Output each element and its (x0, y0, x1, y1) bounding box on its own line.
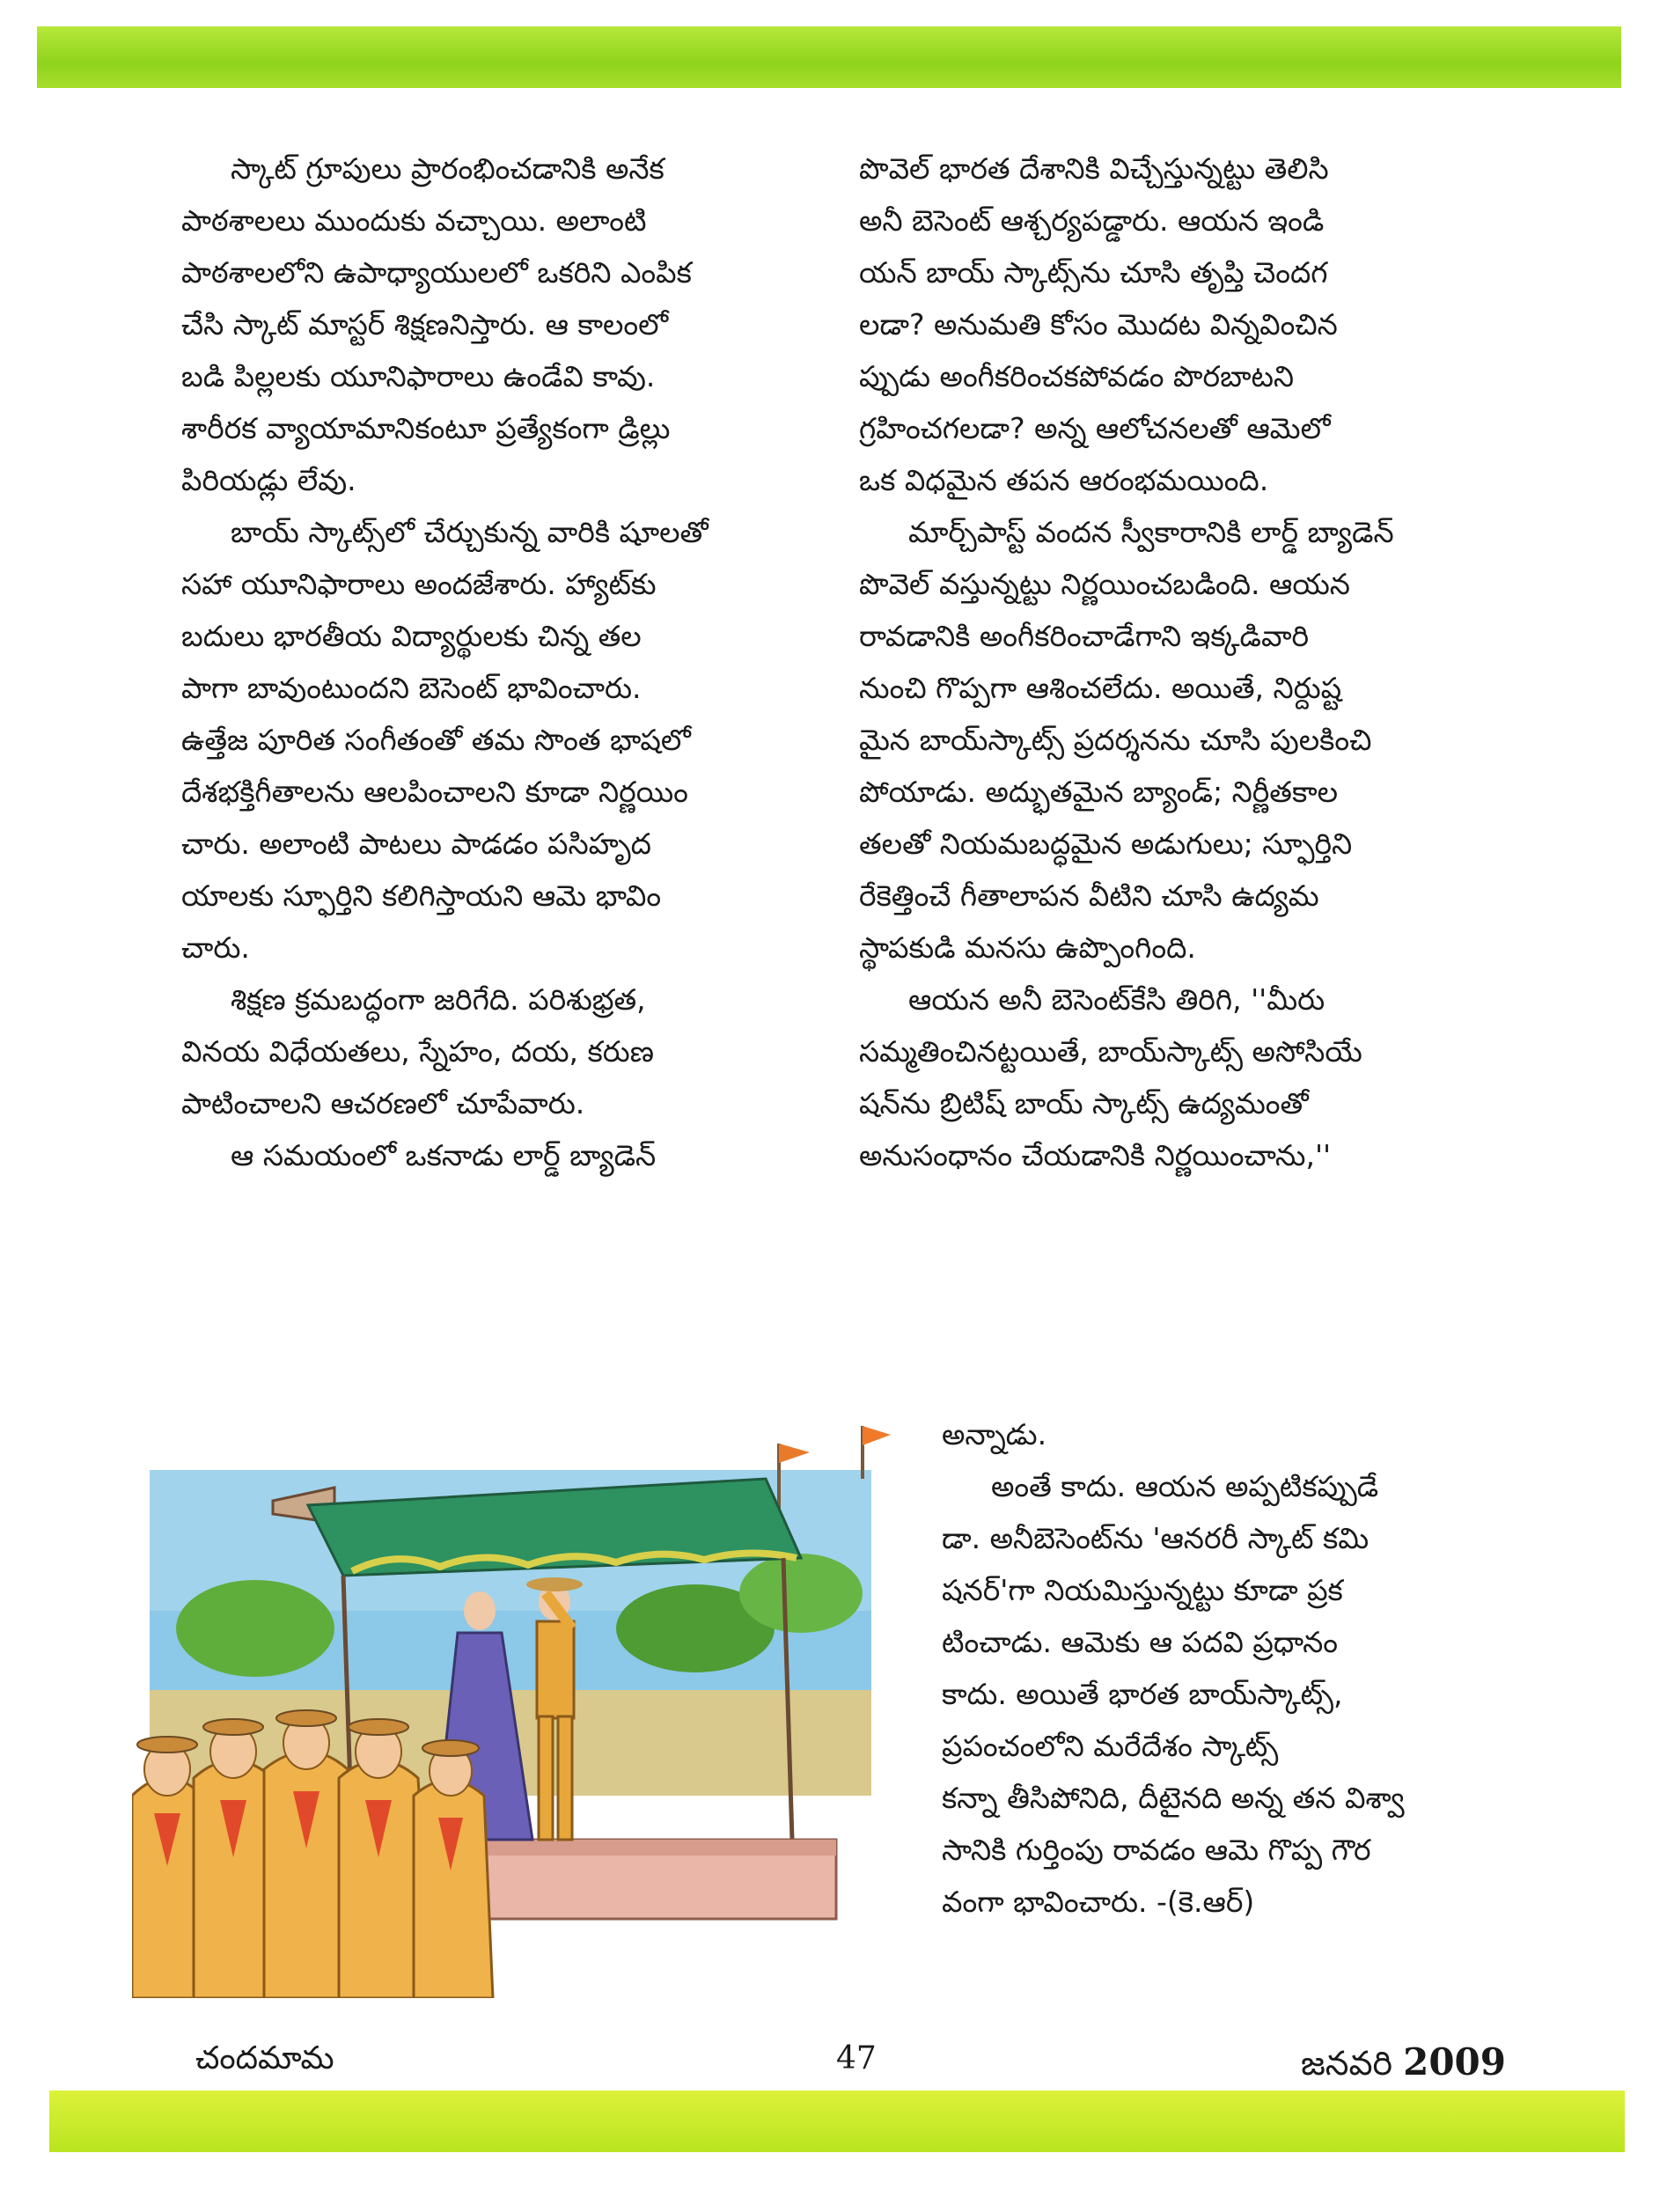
text-line: వంగా భావించారు. -(కె.ఆర్) (942, 1885, 1255, 1919)
text-line: స్కాట్ గ్రూపులు ప్రారంభించడానికి అనేక (231, 151, 665, 186)
right-lower-text-column (942, 1408, 1514, 1928)
issue-month: జనవరి (1301, 2044, 1393, 2083)
text-line: పొవెల్ భారత దేశానికి విచ్చేస్తున్నట్టు తెలిసి (859, 151, 1329, 186)
right-text-column (859, 143, 1510, 1181)
text-line: పాఠశాలలు ముందుకు వచ్చాయి. అలాంటి (181, 203, 647, 238)
text-line: టించాడు. ఆమెకు ఆ పదవి ప్రధానం (942, 1625, 1338, 1659)
text-line: గ్రహించగలడా? అన్న ఆలోచనలతో ఆమెలో (859, 411, 1331, 445)
text-line: అనీ బెసెంట్ ఆశ్చర్యపడ్డారు. ఆయన ఇండి (859, 203, 1325, 238)
scouts-parade-illustration (132, 1426, 924, 1998)
text-line: ప్పుడు అంగీకరించకపోవడం పొరబాటని (859, 359, 1295, 393)
text-line: పాఠశాలలోని ఉపాధ్యాయులలో ఒకరిని ఎంపిక (181, 255, 692, 290)
text-line: పోయాడు. అద్భుతమైన బ్యాండ్; నిర్ణీతకాల (859, 775, 1338, 809)
text-line: చారు. (181, 930, 250, 965)
text-line: ప్రపంచంలోని మరేదేశం స్కాట్స్ (942, 1729, 1279, 1763)
text-line: పాగా బావుంటుందని బెసెంట్ భావించారు. (181, 671, 642, 705)
text-line: శిక్షణ క్రమబద్ధంగా జరిగేది. పరిశుభ్రత, (231, 982, 646, 1017)
text-line: కన్నా తీసిపోనిది, దీటైనది అన్న తన విశ్వా (942, 1781, 1405, 1815)
text-line: చేసి స్కాట్ మాస్టర్ శిక్షణనిస్తారు. ఆ కాలంలో (181, 307, 669, 342)
text-line: వినయ విధేయతలు, స్నేహం, దయ, కరుణ (181, 1034, 654, 1069)
text-line: చారు. అలాంటి పాటలు పాడడం పసిహృద (181, 827, 651, 861)
text-line: ఆ సమయంలో ఒకనాడు లార్డ్ బ్యాడెన్ (231, 1138, 657, 1172)
text-line: స్థాపకుడి మనసు ఉప్పొంగింది. (859, 930, 1196, 965)
text-line: ఆయన అనీ బెసెంట్‌కేసి తిరిగి, ''మీరు (908, 982, 1326, 1017)
page-number: 47 (836, 2040, 877, 2076)
text-line: షనర్'గా నియమిస్తున్నట్టు కూడా ప్రక (942, 1573, 1343, 1607)
text-line: ఉత్తేజ పూరిత సంగీతంతో తమ సొంత భాషలో (181, 723, 691, 757)
issue-date (1301, 2040, 1506, 2091)
text-line: అన్నాడు. (942, 1417, 1047, 1451)
magazine-name: చందమామ (195, 2040, 334, 2076)
text-line: అనుసంధానం చేయడానికి నిర్ణయించాను,'' (859, 1138, 1332, 1172)
text-line: మైన బాయ్‌స్కాట్స్ ప్రదర్శనను చూసి పులకించి (859, 723, 1372, 757)
bottom-green-band (49, 2091, 1625, 2152)
text-line: రేకెత్తించే గీతాలాపన వీటిని చూసి ఉద్యమ (859, 878, 1319, 913)
text-line: దేశభక్తిగీతాలను ఆలపించాలని కూడా నిర్ణయిం (181, 775, 688, 809)
text-line: బదులు భారతీయ విద్యార్థులకు చిన్న తల (181, 619, 642, 653)
text-line: యాలకు స్ఫూర్తిని కలిగిస్తాయని ఆమె భావిం (181, 878, 662, 913)
text-line: మార్చ్‌పాస్ట్ వందన స్వీకారానికి లార్డ్ బ్యాడెన్ (908, 515, 1394, 549)
text-line: లడా? అనుమతి కోసం మొదట విన్నవించిన (859, 307, 1338, 342)
text-line: షన్‌ను బ్రిటిష్ బాయ్ స్కాట్స్ ఉద్యమంతో (859, 1086, 1309, 1121)
text-line: బాయ్ స్కాట్స్‌లో చేర్చుకున్న వారికి షూలతో (231, 515, 709, 549)
text-line: పిరియడ్లు లేవు. (181, 463, 356, 497)
text-line: సహా యూనిఫారాలు అందజేశారు. హ్యాట్‌కు (181, 567, 657, 601)
text-line: డా. అనీబెసెంట్‌ను 'ఆనరరీ స్కాట్ కమి (942, 1521, 1370, 1555)
text-line: బడి పిల్లలకు యూనిఫారాలు ఉండేవి కావు. (181, 359, 656, 393)
issue-year: 2009 (1403, 2040, 1507, 2083)
text-line: సమ్మతించినట్టయితే, బాయ్‌స్కాట్స్ అసోసియే (859, 1034, 1362, 1069)
text-line: తలతో నియమబద్ధమైన అడుగులు; స్ఫూర్తిని (859, 827, 1353, 861)
text-line: ఒక విధమైన తపన ఆరంభమయింది. (859, 463, 1269, 497)
text-line: కాదు. అయితే భారత బాయ్‌స్కాట్స్, (942, 1677, 1343, 1711)
text-line: రావడానికి అంగీకరించాడేగాని ఇక్కడివారి (859, 619, 1310, 653)
text-line: పొవెల్ వస్తున్నట్టు నిర్ణయించబడింది. ఆయన (859, 567, 1350, 601)
text-line: శారీరక వ్యాయామానికంటూ ప్రత్యేకంగా డ్రిల్లు (181, 411, 671, 445)
text-line: పాటించాలని ఆచరణలో చూపేవారు. (181, 1086, 585, 1121)
top-green-band (37, 26, 1621, 88)
left-text-column (181, 143, 831, 1181)
text-line: నుంచి గొప్పగా ఆశించలేదు. అయితే, నిర్దుష్ట (859, 671, 1342, 705)
text-line: అంతే కాదు. ఆయన అప్పటికప్పుడే (991, 1469, 1379, 1503)
text-line: యన్ బాయ్ స్కాట్స్‌ను చూసి తృప్తి చెందగ (859, 255, 1328, 290)
text-line: సానికి గుర్తింపు రావడం ఆమె గొప్ప గౌర (942, 1833, 1371, 1867)
